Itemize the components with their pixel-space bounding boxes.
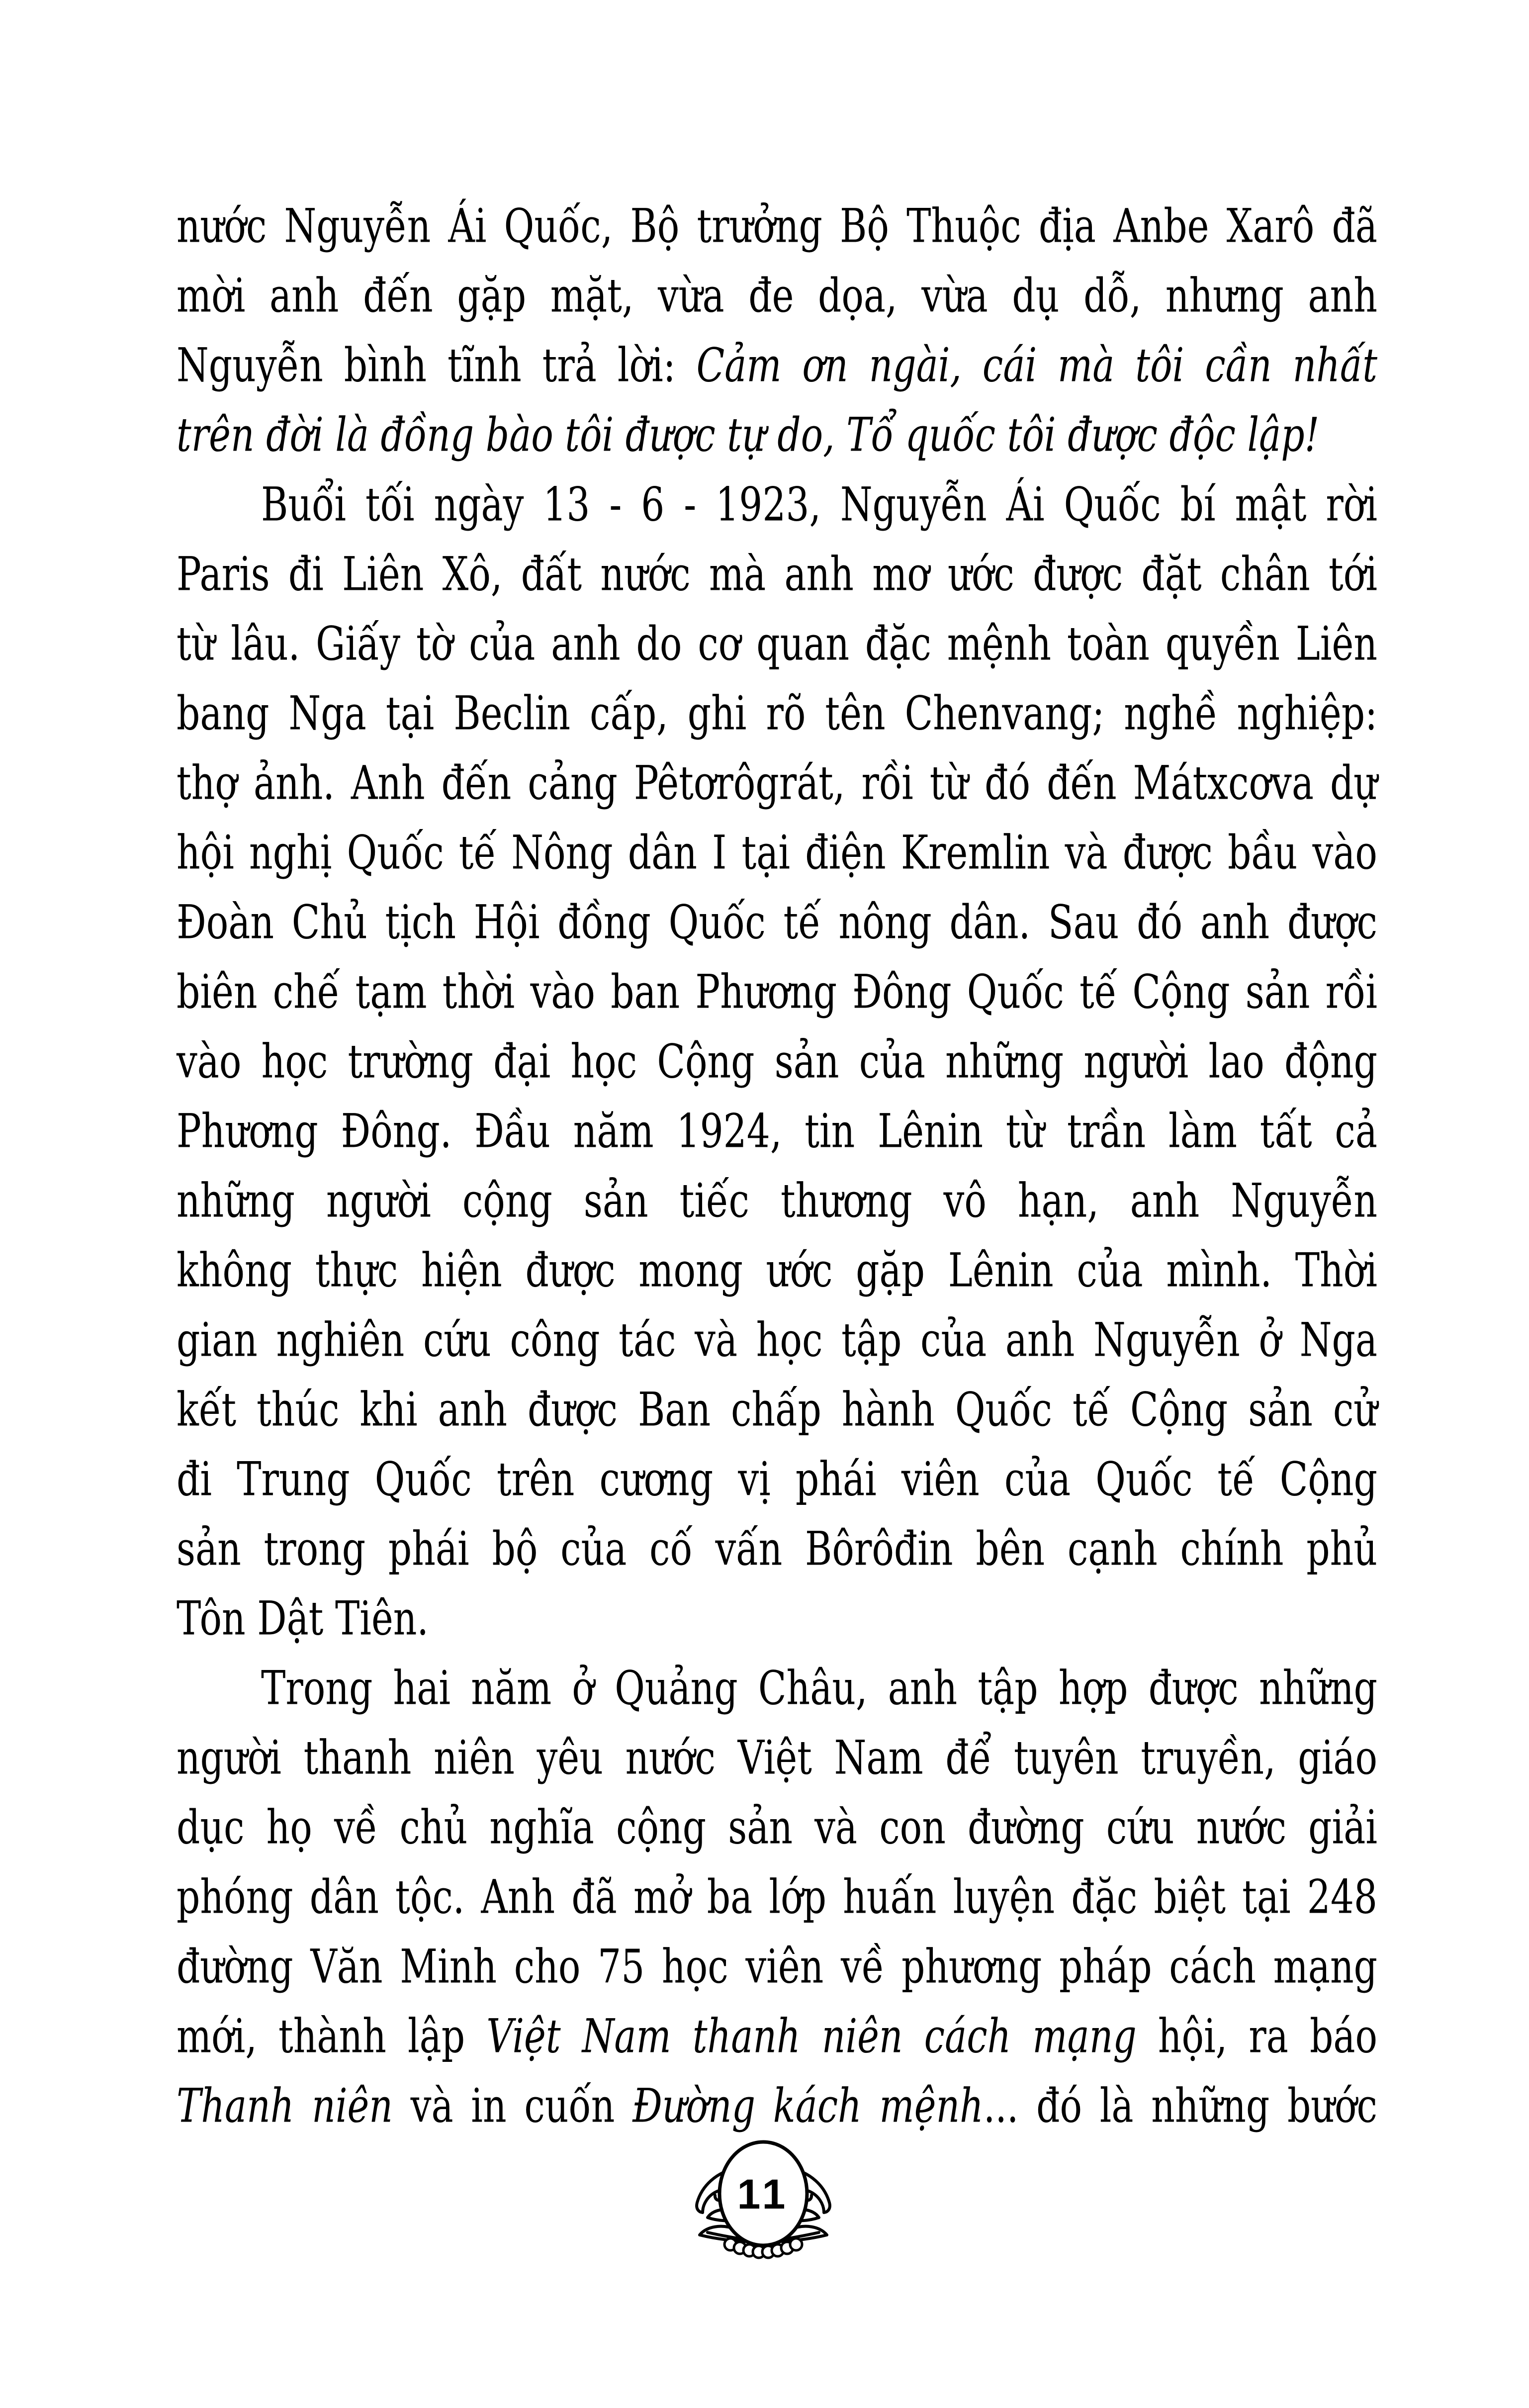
text-segment: kết thúc khi anh được Ban chấp hành Quốc tế Cộng sản cử [177,1383,1377,1437]
text-segment: Đoàn Chủ tịch Hội đồng Quốc tế nông dân. Sau đó anh được [177,895,1377,950]
text-segment: đi Trung Quốc trên cương vị phái viên của Quốc tế Cộng [177,1452,1377,1507]
text-segment: vào học trường đại học Cộng sản của những người lao động [177,1034,1377,1089]
text-segment: phóng dân tộc. Anh đã mở ba lớp huấn luyện đặc biệt tại 248 [177,1870,1377,1925]
italic-text-segment: Đường kách mệnh [632,2079,984,2133]
italic-text-segment: Việt Nam thanh niên cách mạng [486,2009,1137,2064]
text-segment: và in cuốn [392,2079,633,2133]
italic-text-segment: trên đời là đồng bào tôi được tự do, Tổ quốc tôi được độc lập! [177,408,1320,463]
text-segment: biên chế tạm thời vào ban Phương Đông Quốc tế Cộng sản rồi [177,965,1377,1019]
text-segment: thợ ảnh. Anh đến cảng Pêtơrôgrát, rồi từ đó đến Mátxcơva dự [177,756,1377,811]
text-segment: Paris đi Liên Xô, đất nước mà anh mơ ước được đặt chân tới [177,547,1377,602]
text-segment: người thanh niên yêu nước Việt Nam để tuyên truyền, giáo [177,1731,1377,1785]
text-segment: Tôn Dật Tiên. [177,1591,429,1646]
text-segment: đường Văn Minh cho 75 học viên về phương pháp cách mạng [177,1940,1377,1994]
text-segment: ... đó là những bước [983,2079,1377,2133]
page-text [177,191,1377,2141]
text-segment: từ lâu. Giấy tờ của anh do cơ quan đặc mệnh toàn quyền Liên [177,617,1377,671]
floral-ornament-icon [688,2136,832,2260]
page-number-ornament [688,2136,832,2260]
text-segment: Nguyễn bình tĩnh trả lời: [177,338,697,393]
text-segment: dục họ về chủ nghĩa cộng sản và con đường cứu nước giải [177,1800,1377,1855]
text-segment: gian nghiên cứu công tác và học tập của anh Nguyễn ở Nga [177,1313,1377,1368]
text-segment: mời anh đến gặp mặt, vừa đe dọa, vừa dụ dỗ, nhưng anh [177,269,1377,323]
text-segment: nước Nguyễn Ái Quốc, Bộ trưởng Bộ Thuộc địa Anbe Xarô đã [177,199,1377,254]
text-segment: Buổi tối ngày 13 - 6 - 1923, Nguyễn Ái Quốc bí mật rời [261,477,1377,532]
text-segment: hội, ra báo [1136,2009,1378,2064]
italic-text-segment: Thanh niên [177,2079,393,2133]
text-segment: bang Nga tại Beclin cấp, ghi rõ tên Chenvang; nghề nghiệp: [177,686,1377,741]
text-segment: mới, thành lập [177,2009,487,2064]
text-segment: những người cộng sản tiếc thương vô hạn, anh Nguyễn [177,1174,1377,1228]
text-segment: Phương Đông. Đầu năm 1924, tin Lênin từ trần làm tất cả [177,1104,1377,1159]
text-segment: hội nghị Quốc tế Nông dân I tại điện Kremlin và được bầu vào [177,826,1377,880]
text-segment: sản trong phái bộ của cố vấn Bôrôđin bên cạnh chính phủ [177,1522,1377,1576]
text-segment: Trong hai năm ở Quảng Châu, anh tập hợp được những [261,1661,1377,1716]
italic-text-segment: Cảm ơn ngài, cái mà tôi cần nhất [696,338,1377,393]
page-number: 11 [737,2171,790,2218]
text-segment: không thực hiện được mong ước gặp Lênin của mình. Thời [177,1243,1377,1298]
